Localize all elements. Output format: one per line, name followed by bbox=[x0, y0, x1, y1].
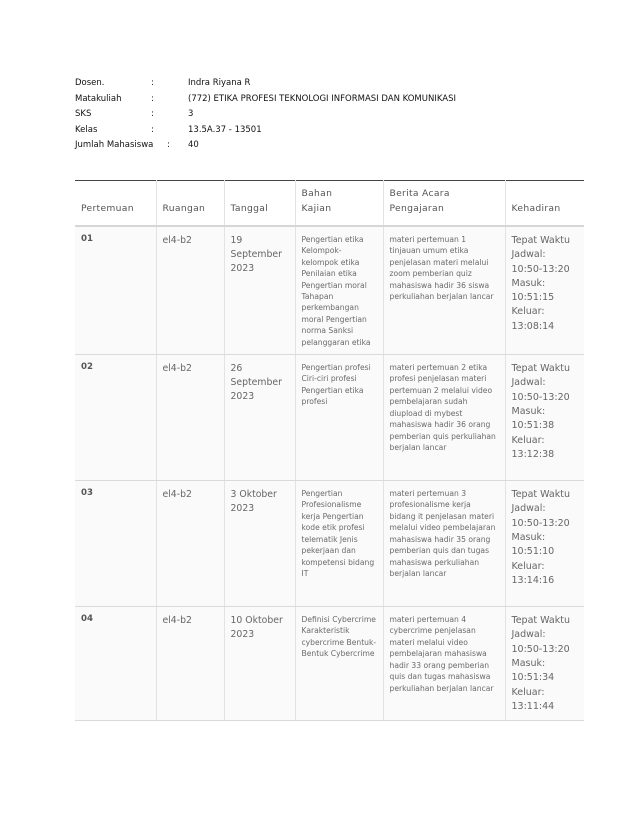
ruangan-cell: el4-b2 bbox=[156, 355, 224, 481]
info-row-kelas bbox=[75, 123, 456, 139]
column-header-pertemuan: Pertemuan bbox=[75, 181, 156, 227]
kelas-label: Kelas bbox=[75, 124, 98, 135]
sks-value: 3 bbox=[188, 109, 194, 119]
ruangan-cell: el4-b2 bbox=[156, 481, 224, 607]
jumlah-value: 40 bbox=[188, 140, 199, 150]
colon: : bbox=[151, 78, 154, 88]
pertemuan-cell: 04 bbox=[75, 607, 156, 721]
tanggal-cell: 19 September 2023 bbox=[224, 226, 295, 355]
info-row-jumlah bbox=[75, 138, 456, 154]
jumlah-label: Jumlah Mahasiswa bbox=[75, 140, 154, 150]
table-row bbox=[75, 481, 584, 607]
tanggal-cell: 26 September 2023 bbox=[224, 355, 295, 481]
colon: : bbox=[151, 93, 154, 104]
column-header-tanggal: Tanggal bbox=[224, 181, 295, 227]
bahan-kajian-cell: Pengertian etika Kelompok-kelompok etika Penilaian etika Pengertian moral Tahapan perkembangan moral Pengertian norma Sanksi pelanggaran etika bbox=[295, 226, 383, 355]
table-row bbox=[75, 226, 584, 355]
dosen-label: Dosen. bbox=[75, 78, 105, 88]
bahan-kajian-cell: Pengertian Profesionalisme kerja Pengertian kode etik profesi telematik Jenis pekerjaan dan kompetensi bidang IT bbox=[295, 481, 383, 607]
ruangan-cell: el4-b2 bbox=[156, 607, 224, 721]
colon: : bbox=[151, 109, 154, 119]
berita-acara-cell: materi pertemuan 3 profesionalisme kerja bidang it penjelasan materi melalui video pembelajaran mahasiswa hadir 35 orang pemberian quis dan tugas mahasiswa perkuliahan berjalan lancar bbox=[383, 481, 505, 607]
kehadiran-cell: Tepat Waktu Jadwal: 10:50-13:20 Masuk: 10:51:15 Keluar: 13:08:14 bbox=[505, 226, 584, 355]
bahan-kajian-cell: Pengertian profesi Ciri-ciri profesi Pengertian etika profesi bbox=[295, 355, 383, 481]
kehadiran-cell: Tepat Waktu Jadwal: 10:50-13:20 Masuk: 10:51:10 Keluar: 13:14:16 bbox=[505, 481, 584, 607]
matakuliah-value: (772) ETIKA PROFESI TEKNOLOGI INFORMASI DAN KOMUNIKASI bbox=[188, 93, 456, 104]
berita-acara-cell: materi pertemuan 1 tinjauan umum etika penjelasan materi melalui zoom pemberian quiz mahasiswa hadir 36 siswa perkuliahan berjalan lancar bbox=[383, 226, 505, 355]
column-header-bahan-kajian: Bahan Kajian bbox=[295, 181, 383, 227]
pertemuan-cell: 01 bbox=[75, 226, 156, 355]
kelas-value: 13.5A.37 - 13501 bbox=[188, 124, 262, 135]
kehadiran-cell: Tepat Waktu Jadwal: 10:50-13:20 Masuk: 10:51:38 Keluar: 13:12:38 bbox=[505, 355, 584, 481]
colon: : bbox=[167, 140, 170, 150]
table-row bbox=[75, 355, 584, 481]
tanggal-cell: 3 Oktober 2023 bbox=[224, 481, 295, 607]
ruangan-cell: el4-b2 bbox=[156, 226, 224, 355]
table-row bbox=[75, 607, 584, 721]
attendance-table bbox=[75, 180, 584, 721]
pertemuan-cell: 02 bbox=[75, 355, 156, 481]
sks-label: SKS bbox=[75, 109, 92, 119]
column-header-ruangan: Ruangan bbox=[156, 181, 224, 227]
berita-acara-cell: materi pertemuan 2 etika profesi penjelasan materi pertemuan 2 melalui video pembelajaran sudah diupload di mybest mahasiswa hadir 36 orang pemberian quis perkuliahan berjalan lancar bbox=[383, 355, 505, 481]
info-row-dosen bbox=[75, 76, 456, 92]
tanggal-cell: 10 Oktober 2023 bbox=[224, 607, 295, 721]
course-info bbox=[75, 76, 456, 154]
berita-acara-cell: materi pertemuan 4 cybercrime penjelasan materi melalui video pembelajaran mahasiswa hadir 33 orang pemberian quis dan tugas mahasiswa perkuliahan berjalan lancar bbox=[383, 607, 505, 721]
dosen-value: Indra Riyana R bbox=[188, 78, 251, 88]
table-header-row bbox=[75, 181, 584, 227]
info-row-matakuliah bbox=[75, 92, 456, 108]
matakuliah-label: Matakuliah bbox=[75, 93, 122, 104]
pertemuan-cell: 03 bbox=[75, 481, 156, 607]
kehadiran-cell: Tepat Waktu Jadwal: 10:50-13:20 Masuk: 10:51:34 Keluar: 13:11:44 bbox=[505, 607, 584, 721]
column-header-berita-acara: Berita Acara Pengajaran bbox=[383, 181, 505, 227]
colon: : bbox=[151, 124, 154, 135]
bahan-kajian-cell: Definisi Cybercrime Karakteristik cybercrime Bentuk-Bentuk Cybercrime bbox=[295, 607, 383, 721]
column-header-kehadiran: Kehadiran bbox=[505, 181, 584, 227]
info-row-sks bbox=[75, 107, 456, 123]
